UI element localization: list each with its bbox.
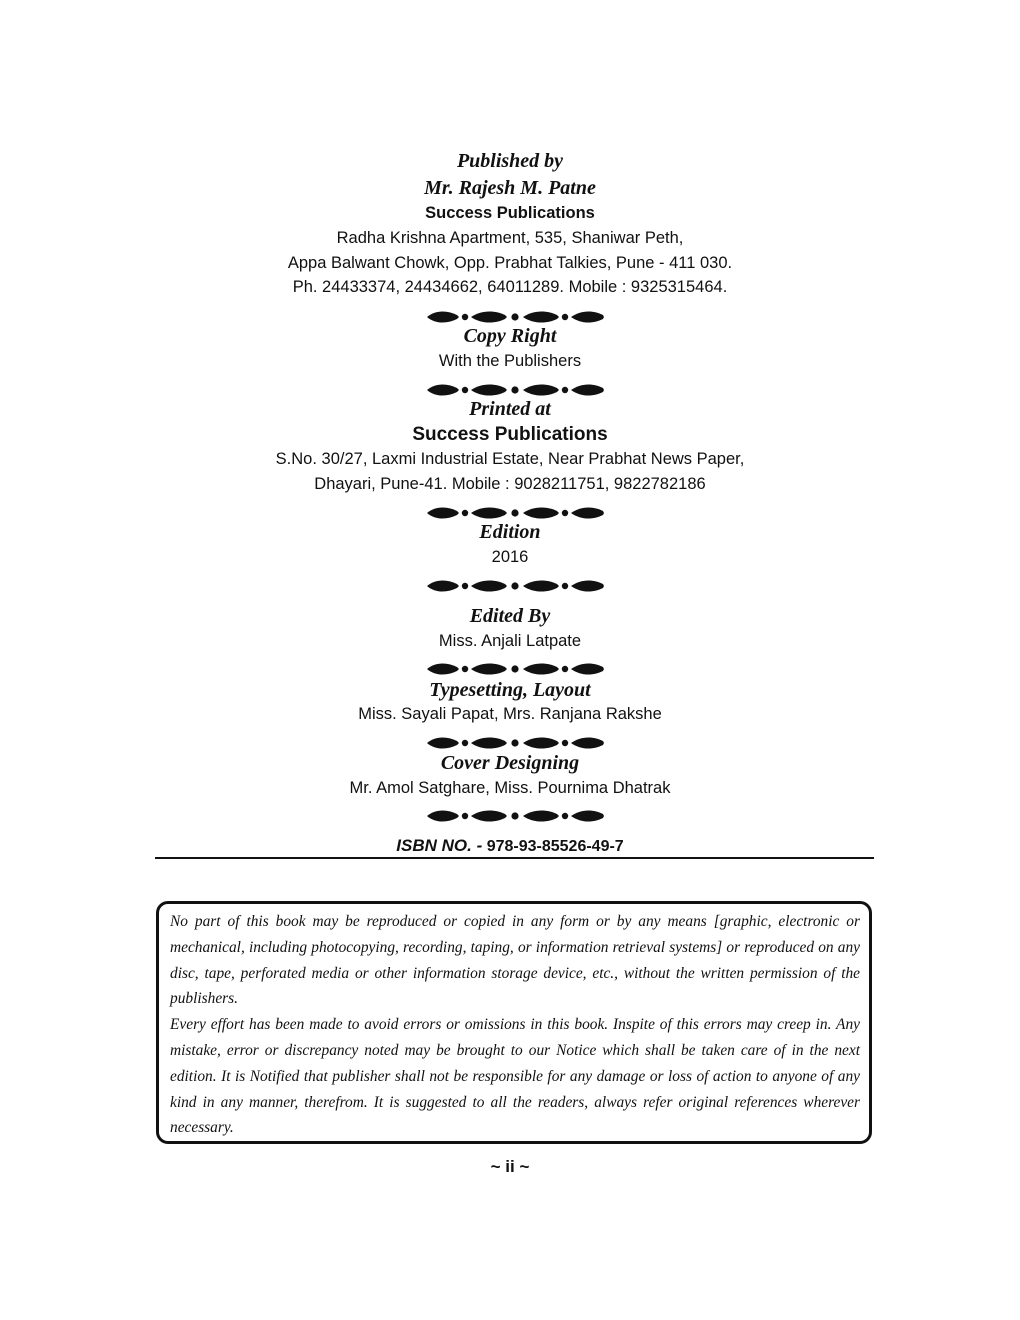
published-by-heading: Published by [456, 150, 564, 172]
ornament-divider-icon [425, 661, 605, 677]
edition-value: 2016 [491, 548, 529, 566]
isbn-line [0, 836, 1020, 856]
publisher-address-line1: Radha Krishna Apartment, 535, Shaniwar Peth, [336, 229, 684, 247]
ornament-divider-icon [425, 735, 605, 751]
printer-address-line2: Dhayari, Pune-41. Mobile : 9028211751, 9822782186 [314, 475, 706, 493]
notice-paragraph-1: No part of this book may be reproduced or copied in any form or by any means [graphic, electronic or mechanical, including photocopying, recording, taping, or information retrieval systems] or reproduced on any disc, tape, perforated media or other information storage device, etc., without the written permission of the publishers. [170, 913, 860, 1008]
cover-designing-value: Mr. Amol Satghare, Miss. Pournima Dhatrak [349, 779, 671, 797]
publisher-address-line2: Appa Balwant Chowk, Opp. Prabhat Talkies, Pune - 411 030. [287, 254, 733, 272]
page-number: ~ ii ~ [490, 1157, 530, 1176]
ornament-divider-icon [425, 808, 605, 824]
edition-heading: Edition [479, 521, 541, 543]
edited-by-value: Miss. Anjali Latpate [438, 632, 582, 650]
publisher-name: Mr. Rajesh M. Patne [424, 177, 596, 199]
ornament-divider-icon [425, 505, 605, 521]
copyright-heading: Copy Right [463, 325, 557, 347]
isbn-label: ISBN NO. - [396, 836, 483, 855]
edited-by-heading: Edited By [469, 605, 551, 627]
printer-company: Success Publications [412, 424, 608, 445]
notice-paragraph-2: Every effort has been made to avoid errors or omissions in this book. Inspite of this errors may creep in. Any mistake, error or discrepancy noted may be brought to our Notice which shall be taken care of in the next edition. It is Notified that publisher shall not be responsible for any damage or loss of action to anyone of any kind in any manner, therefrom. It is suggested to all the readers, always refer original references wherever necessary. [170, 1016, 860, 1137]
printed-at-heading: Printed at [469, 398, 551, 420]
copyright-value: With the Publishers [438, 352, 582, 370]
ornament-divider-icon [425, 309, 605, 325]
publisher-phone: Ph. 24433374, 24434662, 64011289. Mobile : 9325315464. [292, 278, 728, 296]
typesetting-heading: Typesetting, Layout [429, 679, 591, 701]
copyright-notice-box [156, 901, 872, 1144]
printer-address-line1: S.No. 30/27, Laxmi Industrial Estate, Near Prabhat News Paper, [275, 450, 745, 468]
cover-designing-heading: Cover Designing [440, 752, 580, 774]
typesetting-value: Miss. Sayali Papat, Mrs. Ranjana Rakshe [358, 705, 662, 723]
ornament-divider-icon [425, 578, 605, 594]
publisher-company: Success Publications [425, 204, 595, 222]
ornament-divider-icon [425, 382, 605, 398]
horizontal-rule [155, 857, 874, 859]
isbn-value: 978-93-85526-49-7 [486, 838, 624, 855]
